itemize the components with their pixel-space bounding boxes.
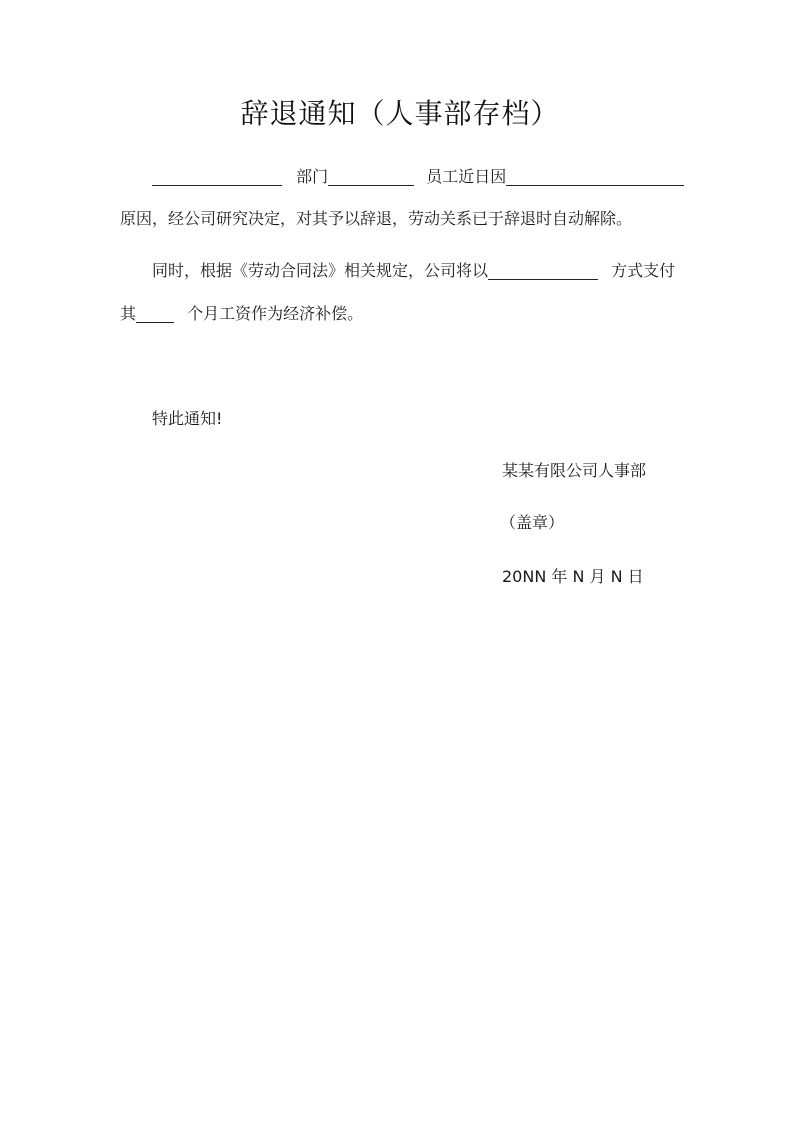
para2-line2-text: 个月工资作为经济补偿。 xyxy=(187,304,364,323)
seal-label: （盖章） xyxy=(500,513,565,532)
reason-blank xyxy=(506,167,684,186)
reason-label: 员工近日因 xyxy=(426,167,507,186)
para1-line1 xyxy=(152,166,684,188)
para1-line2: 原因，经公司研究决定，对其予以辞退，劳动关系已于辞退时自动解除。 xyxy=(120,209,633,228)
company-name: 某某有限公司人事部 xyxy=(502,461,647,480)
months-blank xyxy=(136,304,174,323)
para2-line2-head: 其 xyxy=(120,304,137,323)
payment-method-blank xyxy=(488,261,598,280)
signature-date: 20NN 年 N 月 N 日 xyxy=(502,567,644,586)
employee-name-blank xyxy=(152,167,282,186)
document-title: 辞退通知（人事部存档） xyxy=(240,97,560,130)
department-blank xyxy=(328,167,414,186)
para2-line1-tail: 方式支付 xyxy=(611,261,676,280)
para2-line2 xyxy=(120,303,363,325)
closing-text: 特此通知! xyxy=(152,409,223,428)
para2-line1-text: 同时，根据《劳动合同法》相关规定，公司将以 xyxy=(152,261,489,280)
para2-line1 xyxy=(152,260,675,282)
department-label: 部门 xyxy=(296,167,329,186)
